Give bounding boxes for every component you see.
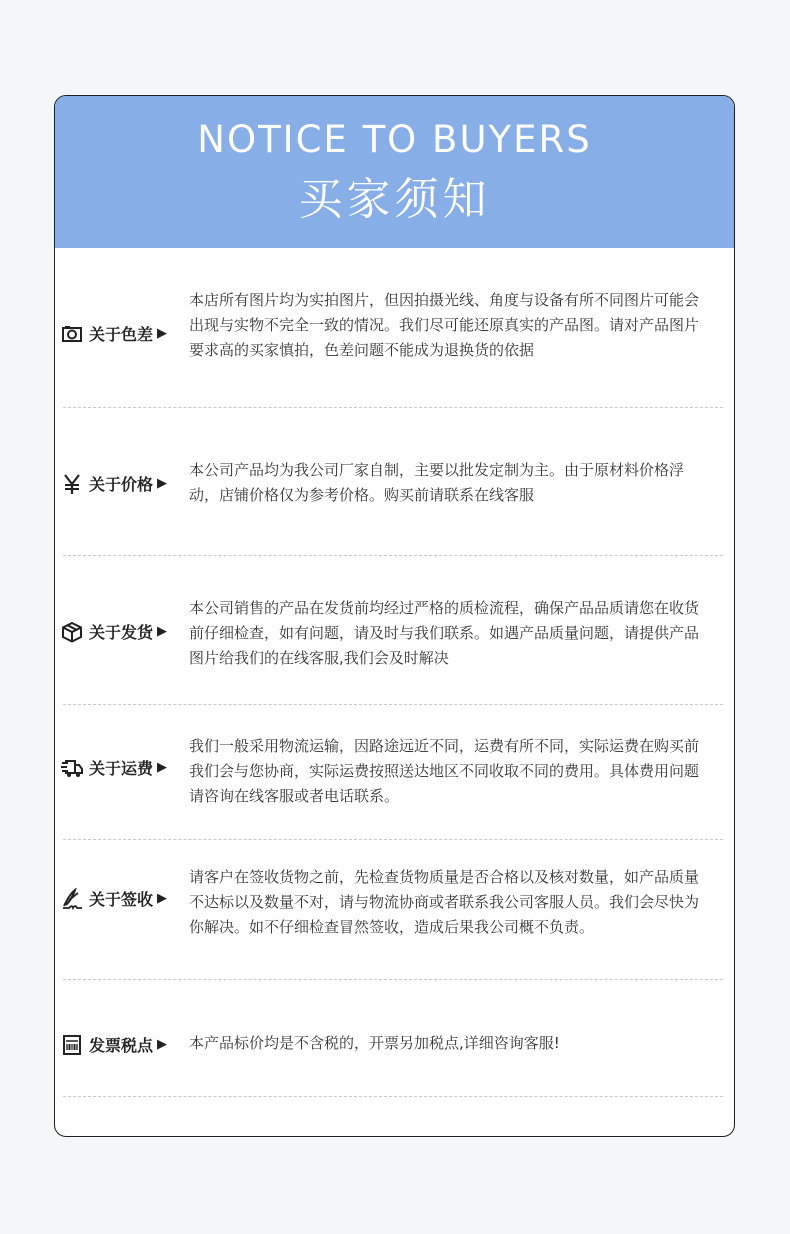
camera-icon	[61, 323, 83, 345]
section-text-freight: 我们一般采用物流运输，因路途远近不同，运费有所不同，实际运费在购买前我们会与您协商，实际运费按照送达地区不同收取不同的费用。具体费用问题请咨询在线客服或者电话联系。	[189, 737, 700, 805]
yen-icon	[61, 473, 83, 495]
section-label-text: 关于发货	[89, 623, 154, 642]
section-label-color-difference	[61, 322, 167, 345]
section-label-invoice	[61, 1033, 167, 1056]
section-text-price: 本公司产品均为我公司厂家自制，主要以批发定制为主。由于原材料价格浮动，店铺价格仅为参考价格。购买前请联系在线客服	[189, 461, 685, 504]
section-divider	[63, 979, 723, 980]
section-text-color-difference: 本店所有图片均为实拍图片，但因拍摄光线、角度与设备有所不同图片可能会出现与实物不完全一致的情况。我们尽可能还原真实的产品图。请对产品图片要求高的买家慎拍，色差问题不能成为退换货的依据	[189, 291, 700, 359]
section-label-text: 关于运费	[89, 759, 154, 778]
section-divider	[63, 1096, 723, 1097]
section-divider	[63, 704, 723, 705]
package-icon	[61, 621, 83, 643]
banner-title-en: NOTICE TO BUYERS	[197, 118, 592, 161]
section-label-shipping	[61, 620, 167, 643]
arrow-icon: ▶	[157, 326, 168, 341]
section-divider	[63, 407, 723, 408]
notice-banner	[55, 96, 734, 248]
notice-card	[54, 95, 735, 1137]
receipt-icon	[61, 1034, 83, 1056]
truck-icon	[61, 757, 83, 779]
section-label-price	[61, 472, 167, 495]
section-label-signing	[61, 887, 167, 910]
signature-icon	[61, 888, 83, 910]
section-divider	[63, 555, 723, 556]
section-label-text: 发票税点	[89, 1036, 154, 1055]
section-label-text: 关于签收	[89, 890, 154, 909]
arrow-icon: ▶	[157, 624, 168, 639]
section-text-signing: 请客户在签收货物之前，先检查货物质量是否合格以及核对数量，如产品质量不达标以及数量不对，请与物流协商或者联系我公司客服人员。我们会尽快为你解决。如不仔细检查冒然签收，造成后果我公司概不负责。	[189, 868, 700, 936]
arrow-icon: ▶	[157, 476, 168, 491]
section-text-invoice: 本产品标价均是不含税的，开票另加税点,详细咨询客服!	[189, 1034, 560, 1052]
section-label-freight	[61, 756, 167, 779]
section-label-text: 关于色差	[89, 325, 154, 344]
banner-title-cn: 买家须知	[298, 174, 491, 225]
section-text-shipping: 本公司销售的产品在发货前均经过严格的质检流程，确保产品品质请您在收货前仔细检查，如有问题，请及时与我们联系。如遇产品质量问题，请提供产品图片给我们的在线客服,我们会及时解决	[189, 599, 700, 667]
arrow-icon: ▶	[157, 760, 168, 775]
section-label-text: 关于价格	[89, 475, 154, 494]
arrow-icon: ▶	[157, 891, 168, 906]
section-divider	[63, 839, 723, 840]
arrow-icon: ▶	[157, 1037, 168, 1052]
